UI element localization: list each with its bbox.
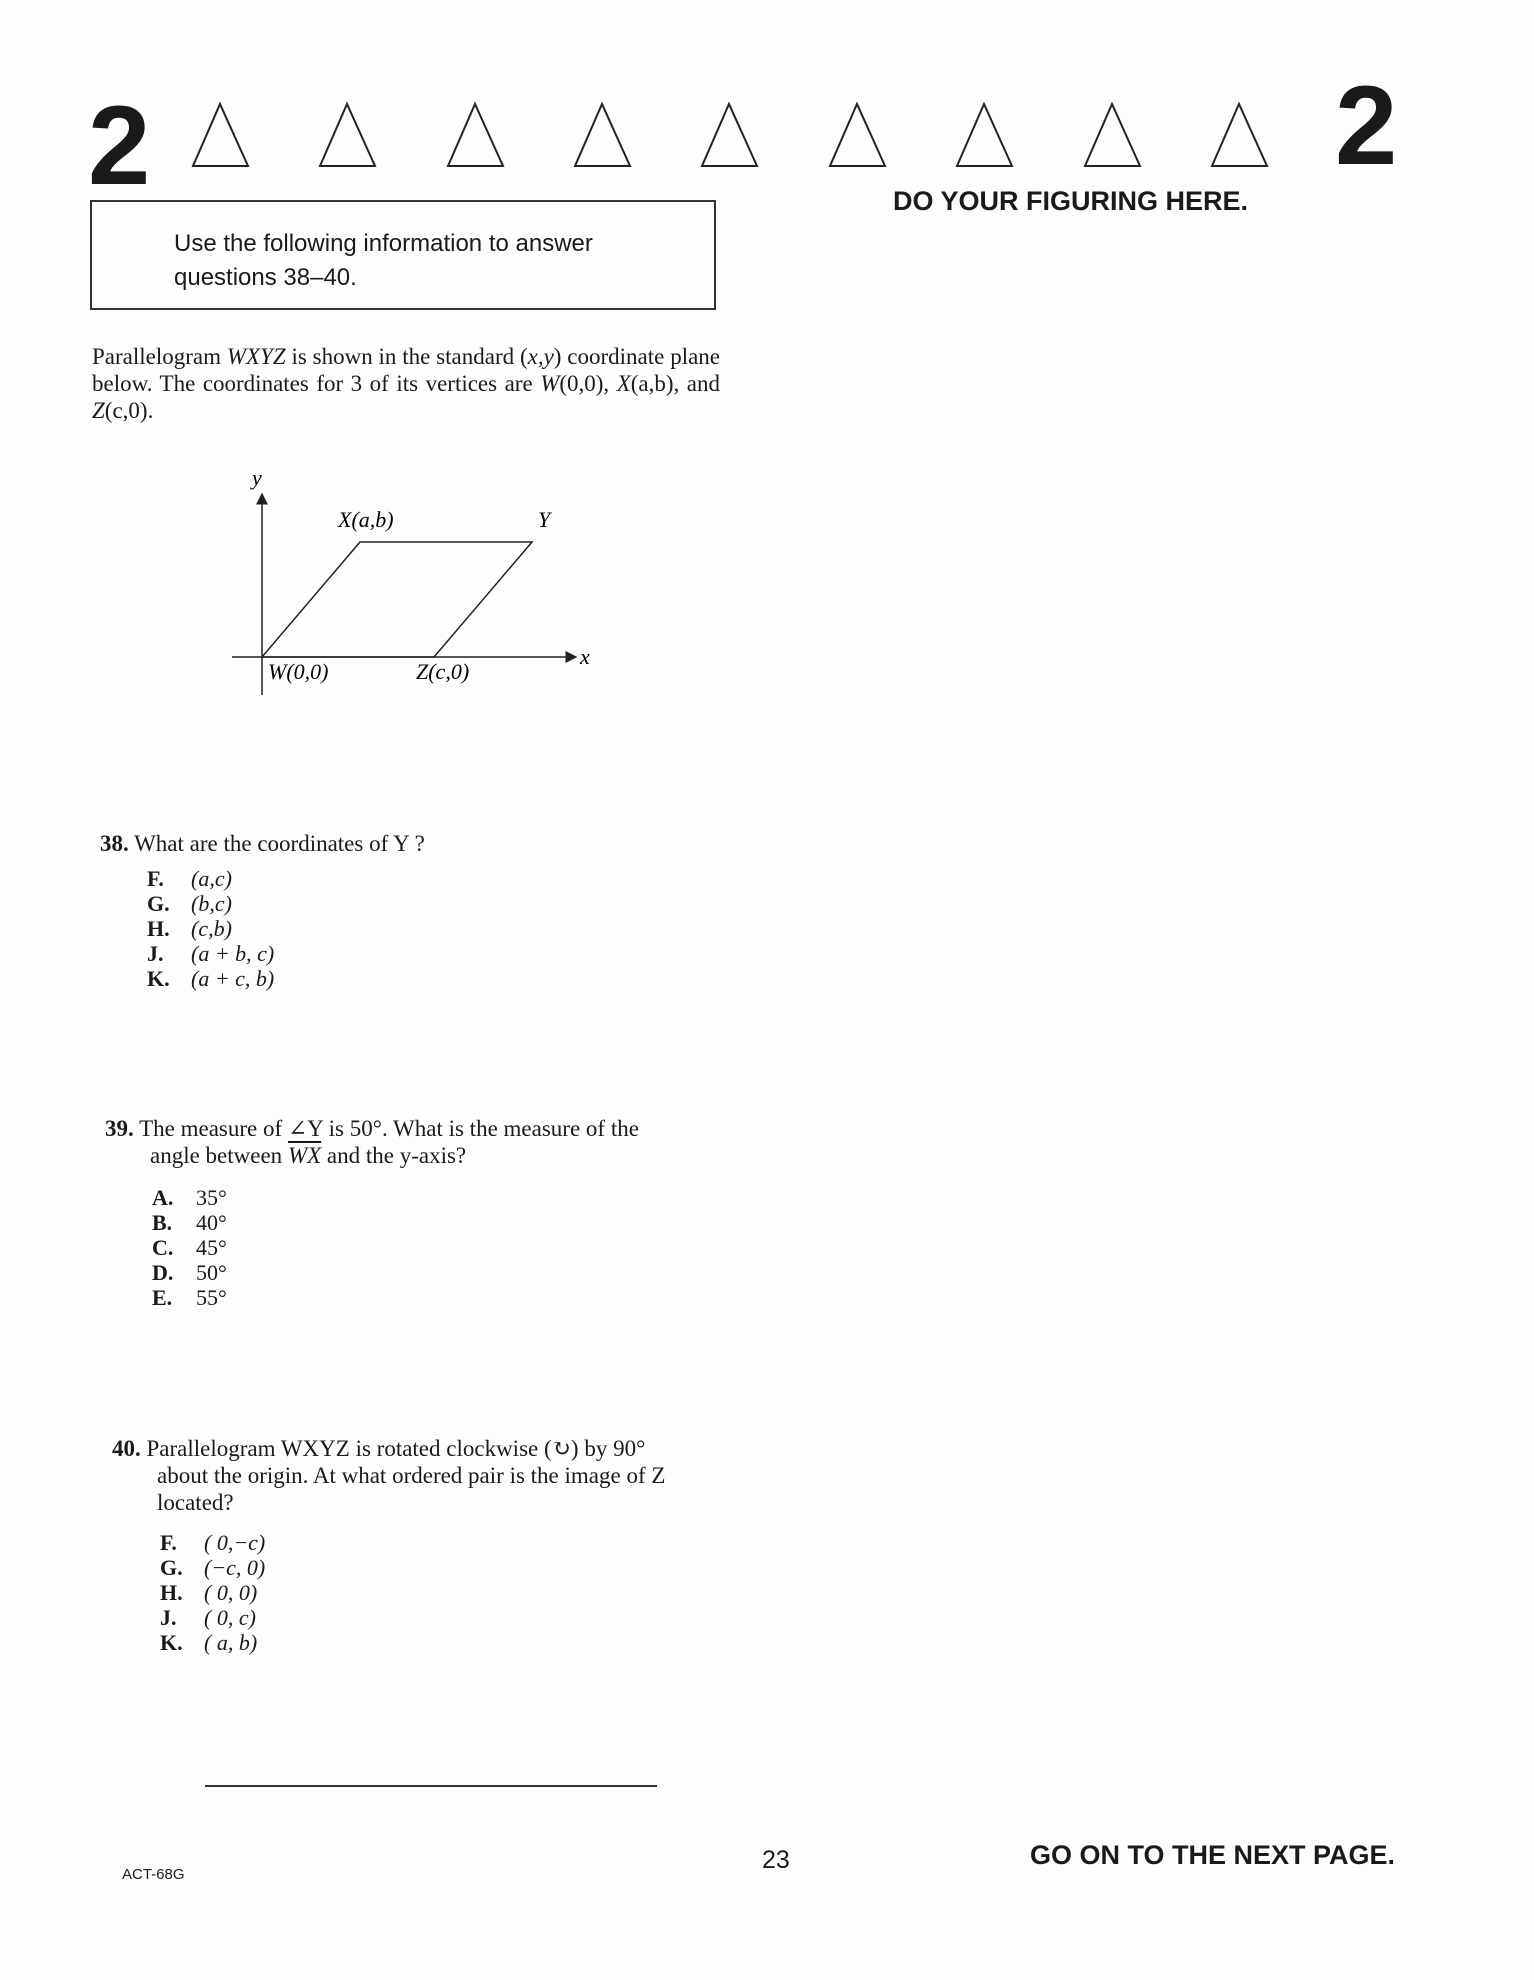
answer-choice[interactable] [147,941,274,966]
choice-letter: K. [160,1630,183,1655]
choice-text: (b,c) [191,891,232,916]
choice-letter: F. [160,1530,177,1555]
triangle-icon [320,104,375,166]
choice-text: 55° [196,1285,227,1310]
info-box [90,200,716,310]
choice-letter: G. [147,891,170,916]
x-axis-label: x [580,644,590,669]
figuring-label: DO YOUR FIGURING HERE. [893,186,1249,216]
choice-letter: H. [147,916,170,941]
triangle-icon [957,104,1012,166]
label-vertex-w: W(0,0) [268,659,329,684]
choice-letter: K. [147,966,170,991]
triangle-icon [448,104,503,166]
triangle-icon [1085,104,1140,166]
answer-choice[interactable] [152,1210,227,1235]
passage-var: x,y [527,344,554,369]
choice-text: (a,c) [191,866,232,891]
answer-choice[interactable] [147,966,274,991]
choice-letter: C. [152,1235,174,1260]
triangle-divider [180,98,1305,168]
answer-choice[interactable] [160,1630,265,1655]
passage-var: WXYZ [226,344,286,369]
answer-choice[interactable] [160,1580,265,1605]
choice-letter: J. [147,941,164,966]
answer-choice[interactable] [160,1530,265,1555]
question-number: 40. [112,1436,141,1461]
section-end-rule [205,1785,657,1787]
choices-38 [147,866,274,991]
y-axis-label: y [252,465,262,490]
answer-choice[interactable] [152,1235,227,1260]
passage-var: W [540,371,560,396]
question-39 [105,1115,745,1169]
choice-text: ( 0,−c) [204,1530,266,1555]
segment-wx: $\overline{WX}$ [287,1143,322,1168]
answer-choice[interactable] [152,1260,227,1285]
choices-39 [152,1185,227,1310]
question-stem: Parallelogram WXYZ is rotated clockwise (↻) by 90° [146,1436,646,1461]
label-vertex-z: Z(c,0) [416,659,470,684]
question-stem: and the y-axis? [321,1143,467,1168]
question-number: 39. [105,1116,134,1141]
triangle-icon [1212,104,1267,166]
passage-text: (c,0). [104,398,154,423]
question-38 [100,830,720,857]
passage-text: (0,0), [559,371,617,396]
passage-text: ) coordinate plane below. The coordinates for 3 of its vertices are [92,344,720,396]
question-number: 38. [100,831,129,856]
choice-letter: B. [152,1210,173,1235]
answer-choice[interactable] [160,1555,265,1580]
form-code: ACT-68G [122,1866,185,1883]
answer-choice[interactable] [152,1185,227,1210]
choice-letter: D. [152,1260,174,1285]
choice-text: (−c, 0) [204,1555,266,1580]
answer-choice[interactable] [147,916,274,941]
passage-text: , and [673,371,720,396]
answer-choice[interactable] [147,866,274,891]
page-number: 23 [762,1846,790,1874]
question-stem: The measure of ∠Y is 50°. What is the measure of the [139,1116,639,1141]
question-40 [112,1435,752,1516]
question-stem: What are the coordinates of Y ? [134,831,425,856]
choice-text: ( 0, 0) [204,1580,258,1605]
passage [92,343,720,424]
choice-letter: J. [160,1605,177,1630]
choice-text: (a + b, c) [191,941,275,966]
parallelogram-graph [220,465,600,695]
passage-text: Parallelogram [92,344,227,369]
triangle-icon [702,104,757,166]
section-number-left: 2 [88,83,151,208]
label-vertex-x: X(a,b) [338,507,394,532]
choice-letter: A. [152,1185,174,1210]
choice-text: 50° [196,1260,227,1285]
answer-choice[interactable] [160,1605,265,1630]
choice-text: ( 0, c) [204,1605,256,1630]
parallelogram-wxyz [262,542,532,657]
triangle-icon [193,104,248,166]
choice-letter: E. [152,1285,173,1310]
info-text [174,227,674,295]
choice-text: ( a, b) [204,1630,258,1655]
triangle-icon [830,104,885,166]
choice-text: 40° [196,1210,227,1235]
passage-var: X [616,371,631,396]
answer-choice[interactable] [147,891,274,916]
choice-letter: H. [160,1580,183,1605]
passage-text: is shown in the standard ( [285,344,528,369]
passage-var: Z [92,398,105,423]
passage-text: (a,b) [630,371,674,396]
choice-text: (c,b) [191,916,232,941]
choice-letter: F. [147,866,164,891]
answer-choice[interactable] [152,1285,227,1310]
triangle-row-icon [180,98,1305,168]
triangle-icon [575,104,630,166]
question-stem: angle between [150,1143,288,1168]
choice-text: (a + c, b) [191,966,275,991]
question-stem: located? [157,1490,234,1515]
choices-40 [160,1530,265,1655]
choice-letter: G. [160,1555,183,1580]
info-text-line: questions 38–40. [174,264,357,291]
choice-text: 45° [196,1235,227,1260]
go-on-notice: GO ON TO THE NEXT PAGE. [1030,1840,1396,1870]
label-vertex-y: Y [538,507,551,532]
question-stem: about the origin. At what ordered pair is the image of Z [157,1463,666,1488]
choice-text: 35° [196,1185,227,1210]
section-number-right: 2 [1335,63,1398,188]
info-text-line: Use the following information to answer [174,230,593,257]
